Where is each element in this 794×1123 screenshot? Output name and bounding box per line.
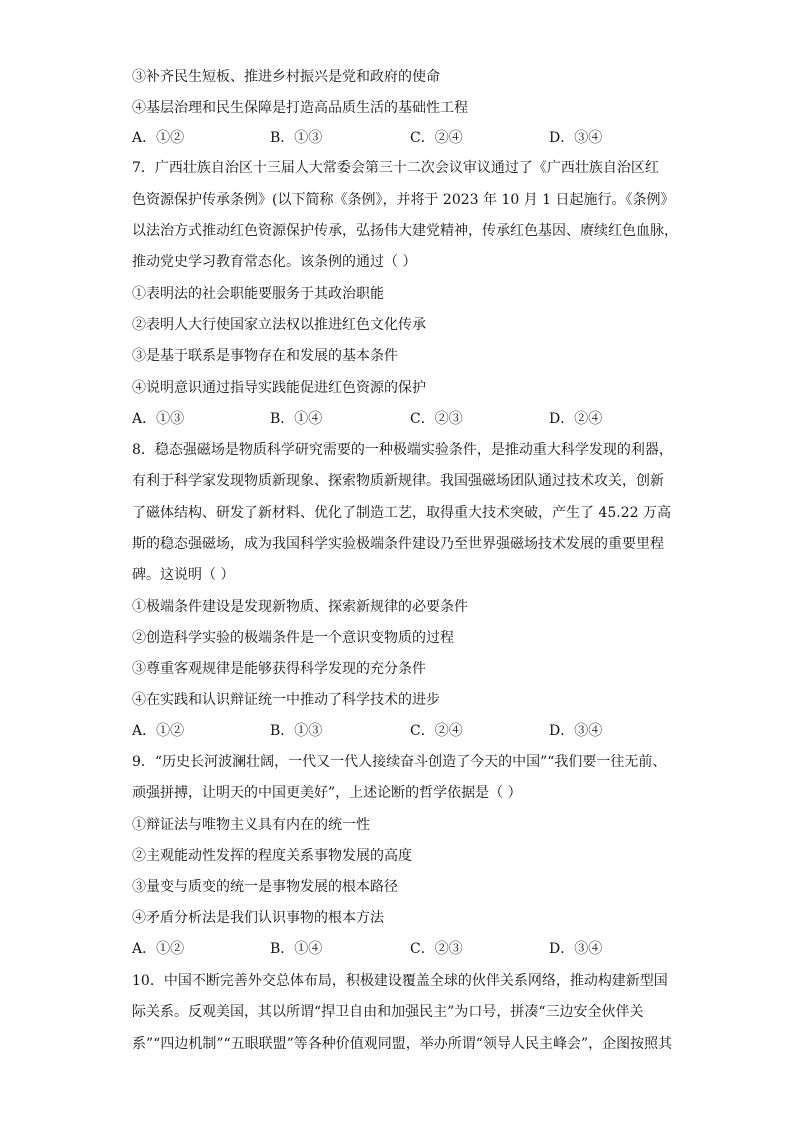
q6-option-d: D．③④	[549, 130, 603, 146]
q8-statement-4: ④在实践和认识辩证统一中推动了科学技术的进步	[132, 692, 440, 708]
q9-option-b: B．①④	[270, 941, 323, 957]
q7-statement-2: ②表明人大行使国家立法权以推进红色文化传承	[132, 317, 426, 333]
q6-statement-4: ④基层治理和民生保障是打造高品质生活的基础性工程	[132, 100, 468, 116]
q9-statement-1: ①辩证法与唯物主义具有内在的统一性	[132, 817, 370, 833]
q7-stem-line-3: 以法治方式推动红色资源保护传承，弘扬伟大建党精神，传承红色基因、赓续红色血脉，	[132, 223, 678, 239]
q9-statement-2: ②主观能动性发挥的程度关系事物发展的高度	[132, 848, 412, 864]
q7-stem-line-4: 推动党史学习教育常态化。该条例的通过（ ）	[132, 254, 417, 270]
q8-option-c: C．②④	[410, 723, 463, 739]
q7-statement-3: ③是基于联系是事物存在和发展的基本条件	[132, 348, 398, 364]
q6-options	[132, 127, 612, 149]
q7-stem-line-1: 7．广西壮族自治区十三届人大常委会第三十二次会议审议通过了《广西壮族自治区红	[132, 160, 659, 176]
q8-option-d: D．③④	[549, 723, 603, 739]
q7-option-a: A．①③	[132, 411, 185, 427]
q8-option-a: A．①②	[132, 723, 185, 739]
q7-option-c: C．②③	[410, 411, 463, 427]
q10-stem-line-2: 际关系。反观美国，其以所谓“捍卫自由和加强民主”为口号，拼凑“三边安全伙伴关	[132, 1004, 644, 1020]
q8-stem-line-2: 有利于科学家发现物质新现象、探索物质新规律。我国强磁场团队通过技术攻关，创新	[132, 473, 664, 489]
q7-options	[132, 408, 612, 430]
q8-options	[132, 720, 612, 742]
q6-statement-3: ③补齐民生短板、推进乡村振兴是党和政府的使命	[132, 69, 440, 85]
q9-option-c: C．②③	[410, 941, 463, 957]
q9-stem-line-2: 顽强拼搏，让明天的中国更美好”，上述论断的哲学依据是（ ）	[132, 785, 522, 801]
q7-option-d: D．②④	[549, 411, 603, 427]
q7-option-b: B．①④	[270, 411, 323, 427]
q7-statement-1: ①表明法的社会职能要服务于其政治职能	[132, 286, 384, 302]
q7-statement-4: ④说明意识通过指导实践能促进红色资源的保护	[132, 380, 426, 396]
q9-stem-line-1: 9．“历史长河波澜壮阔，一代又一代人接续奋斗创造了今天的中国”“我们要一往无前、	[132, 754, 667, 770]
q9-option-d: D．③④	[549, 941, 603, 957]
q8-statement-2: ②创造科学实验的极端条件是一个意识变物质的过程	[132, 630, 454, 646]
q9-statement-3: ③量变与质变的统一是事物发展的根本路径	[132, 879, 398, 895]
q8-statement-1: ①极端条件建设是发现新物质、探索新规律的必要条件	[132, 599, 468, 615]
q8-stem-line-1: 8．稳态强磁场是物质科学研究需要的一种极端实验条件，是推动重大科学发现的利器，	[132, 442, 673, 458]
q10-stem-line-3: 系”“四边机制”“五眼联盟”等各种价值观同盟，举办所谓“领导人民主峰会”，企图按照其	[132, 1036, 673, 1052]
q8-stem-line-3: 了磁体结构、研发了新材料、优化了制造工艺，取得重大技术突破，产生了 45.22 万高	[132, 505, 671, 521]
q9-options	[132, 938, 612, 960]
q6-option-c: C．②④	[410, 130, 463, 146]
q6-option-b: B．①③	[270, 130, 323, 146]
q8-stem-line-4: 斯的稳态强磁场，成为我国科学实验极端条件建设乃至世界强磁场技术发展的重要里程	[132, 536, 664, 552]
q9-statement-4: ④矛盾分析法是我们认识事物的根本方法	[132, 910, 384, 926]
q6-option-a: A．①②	[132, 130, 185, 146]
q8-stem-line-5: 碑。这说明（ ）	[132, 567, 235, 583]
q7-stem-line-2: 色资源保护传承条例》(以下简称《条例》，并将于 2023 年 10 月 1 日起施行。《条例》	[132, 192, 675, 208]
q10-stem-line-1: 10．中国不断完善外交总体布局，积极建设覆盖全球的伙伴关系网络，推动构建新型国	[132, 973, 668, 989]
q8-option-b: B．①③	[270, 723, 323, 739]
q8-statement-3: ③尊重客观规律是能够获得科学发现的充分条件	[132, 661, 426, 677]
q9-option-a: A．①②	[132, 941, 185, 957]
